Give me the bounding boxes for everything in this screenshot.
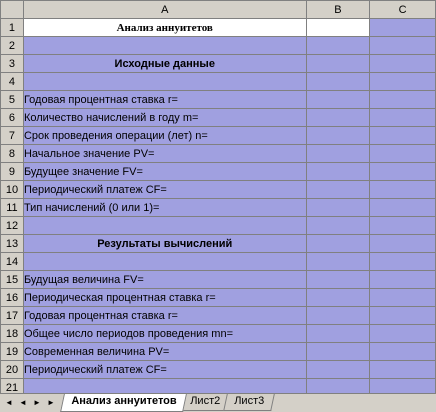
cell-c15[interactable] (370, 271, 436, 289)
cell-b10-value[interactable] (306, 181, 370, 199)
first-sheet-icon: ◄ (5, 398, 13, 407)
row-header-10[interactable]: 10 (1, 181, 24, 199)
row-header-7[interactable]: 7 (1, 127, 24, 145)
cell-b17-value[interactable] (306, 307, 370, 325)
last-sheet-button[interactable] (44, 396, 58, 410)
row-header-8[interactable]: 8 (1, 145, 24, 163)
row-header-18[interactable]: 18 (1, 325, 24, 343)
cell-c16[interactable] (370, 289, 436, 307)
row-header-12[interactable]: 12 (1, 217, 24, 235)
cell-c17[interactable] (370, 307, 436, 325)
cell-c7[interactable] (370, 127, 436, 145)
cell-a2[interactable] (23, 37, 306, 55)
column-header-a[interactable]: A (23, 1, 306, 19)
cell-a4[interactable] (23, 73, 306, 91)
cell-a8-label[interactable]: Начальное значение PV= (23, 145, 306, 163)
cell-a1-title[interactable]: Анализ аннуитетов (23, 19, 306, 37)
row-header-1[interactable]: 1 (1, 19, 24, 37)
cell-a17-label[interactable]: Годовая процентная ставка r= (23, 307, 306, 325)
column-header-b[interactable]: B (306, 1, 370, 19)
column-header-c[interactable]: C (370, 1, 436, 19)
cell-b19-value[interactable] (306, 343, 370, 361)
cell-a15-label[interactable]: Будущая величина FV= (23, 271, 306, 289)
row-header-21[interactable]: 21 (1, 379, 24, 394)
cell-b13[interactable] (306, 235, 370, 253)
cell-a9-label[interactable]: Будущее значение FV= (23, 163, 306, 181)
cell-b8-value[interactable] (306, 145, 370, 163)
cell-b9-value[interactable] (306, 163, 370, 181)
cell-a16-label[interactable]: Периодическая процентная ставка r= (23, 289, 306, 307)
cell-a5-label[interactable]: Годовая процентная ставка r= (23, 91, 306, 109)
select-all-corner[interactable] (1, 1, 24, 19)
cell-a11-label[interactable]: Тип начислений (0 или 1)= (23, 199, 306, 217)
cell-c9[interactable] (370, 163, 436, 181)
tab-sheet3-label: Лист3 (234, 395, 265, 407)
cell-c6[interactable] (370, 109, 436, 127)
cell-a18-label[interactable]: Общее число периодов проведения mn= (23, 325, 306, 343)
row-header-5[interactable]: 5 (1, 91, 24, 109)
next-sheet-button[interactable] (30, 396, 44, 410)
cell-a10-label[interactable]: Периодический платеж CF= (23, 181, 306, 199)
cell-b1[interactable] (306, 19, 370, 37)
tab-sheet3[interactable] (224, 394, 276, 411)
cell-c14[interactable] (370, 253, 436, 271)
sheet-tabs (62, 394, 269, 412)
cell-c8[interactable] (370, 145, 436, 163)
cell-a19-label[interactable]: Современная величина PV= (23, 343, 306, 361)
cell-b21[interactable] (306, 379, 370, 394)
cell-c1[interactable] (370, 19, 436, 37)
row-header-2[interactable]: 2 (1, 37, 24, 55)
prev-sheet-icon: ◄ (19, 398, 27, 407)
row-header-9[interactable]: 9 (1, 163, 24, 181)
cell-c11[interactable] (370, 199, 436, 217)
cell-a7-label[interactable]: Срок проведения операции (лет) n= (23, 127, 306, 145)
cell-b11-value[interactable] (306, 199, 370, 217)
row-header-14[interactable]: 14 (1, 253, 24, 271)
tab-navigation (2, 396, 58, 410)
cell-c10[interactable] (370, 181, 436, 199)
cell-b14[interactable] (306, 253, 370, 271)
cell-c18[interactable] (370, 325, 436, 343)
cell-a6-label[interactable]: Количество начислений в году m= (23, 109, 306, 127)
cell-c13[interactable] (370, 235, 436, 253)
cell-c20[interactable] (370, 361, 436, 379)
cell-b4[interactable] (306, 73, 370, 91)
tab-annuity-analysis[interactable] (60, 394, 187, 412)
first-sheet-button[interactable] (2, 396, 16, 410)
row-header-4[interactable]: 4 (1, 73, 24, 91)
row-header-20[interactable]: 20 (1, 361, 24, 379)
tab-annuity-analysis-label: Анализ аннуитетов (71, 395, 177, 407)
row-header-6[interactable]: 6 (1, 109, 24, 127)
cell-b7-value[interactable] (306, 127, 370, 145)
cell-a21[interactable] (23, 379, 306, 394)
cell-a13-section-results[interactable]: Результаты вычислений (23, 235, 306, 253)
row-header-13[interactable]: 13 (1, 235, 24, 253)
cell-b5-value[interactable] (306, 91, 370, 109)
cell-c3[interactable] (370, 55, 436, 73)
cell-b16-value[interactable] (306, 289, 370, 307)
row-header-17[interactable]: 17 (1, 307, 24, 325)
cell-b18-value[interactable] (306, 325, 370, 343)
cell-b3[interactable] (306, 55, 370, 73)
cell-b12[interactable] (306, 217, 370, 235)
cell-a3-section-input[interactable]: Исходные данные (23, 55, 306, 73)
cell-a12[interactable] (23, 217, 306, 235)
prev-sheet-button[interactable] (16, 396, 30, 410)
cell-a14[interactable] (23, 253, 306, 271)
cell-c4[interactable] (370, 73, 436, 91)
cell-c19[interactable] (370, 343, 436, 361)
cell-c21[interactable] (370, 379, 436, 394)
cell-b20-value[interactable] (306, 361, 370, 379)
cell-b15-value[interactable] (306, 271, 370, 289)
row-header-16[interactable]: 16 (1, 289, 24, 307)
row-header-19[interactable]: 19 (1, 343, 24, 361)
cell-b2[interactable] (306, 37, 370, 55)
row-header-11[interactable]: 11 (1, 199, 24, 217)
cell-a20-label[interactable]: Периодический платеж CF= (23, 361, 306, 379)
last-sheet-icon: ► (47, 398, 55, 407)
cell-c2[interactable] (370, 37, 436, 55)
next-sheet-icon: ► (33, 398, 41, 407)
cell-c5[interactable] (370, 91, 436, 109)
cell-b6-value[interactable] (306, 109, 370, 127)
row-header-15[interactable]: 15 (1, 271, 24, 289)
row-header-3[interactable]: 3 (1, 55, 24, 73)
cell-c12[interactable] (370, 217, 436, 235)
sheet-tab-bar (0, 393, 436, 412)
tab-sheet2-label: Лист2 (190, 395, 221, 407)
